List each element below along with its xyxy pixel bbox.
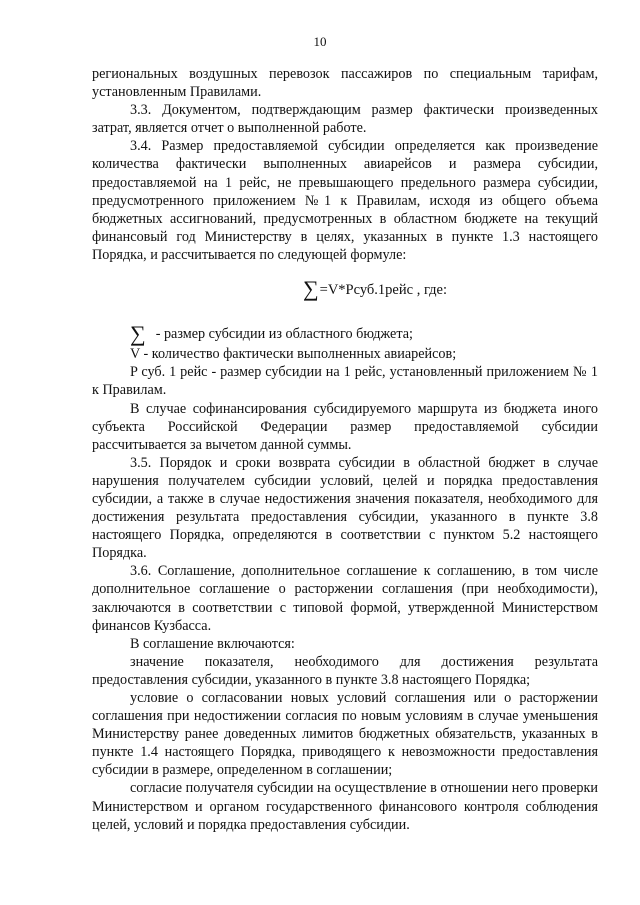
definition-p: P суб. 1 рейс - размер субсидии на 1 рейс, установленный приложением № 1 к Правилам. <box>92 364 598 399</box>
formula-suffix: , где: <box>416 282 448 299</box>
paragraph-3-6: 3.6. Соглашение, дополнительное соглашение к соглашению, в том числе дополнительное соглашение о расторжении соглашения (при необходимости), заключаются в соответствии с типовой формой, утвержденной Министерством финансов Кузбасса. <box>92 563 598 634</box>
paragraph-agreement-includes: В соглашение включаются: <box>130 635 295 652</box>
formula-expression: =V*Pсуб.1рейс <box>319 282 414 299</box>
definition-sigma-text: - размер субсидии из областного бюджета; <box>155 326 413 343</box>
page-number: 10 <box>313 34 327 49</box>
paragraph-3-5: 3.5. Порядок и сроки возврата субсидии в областной бюджет в случае нарушения получателем субсидии условий, целей и порядка предоставления субсидии, а также в случае недостижения значения показателя, необходимого для достижения результата предоставления субсидии, указанного в пункте 3.8 настоящего Порядка, определяются в соответствии с пунктом 5.2 настоящего Порядка. <box>92 454 598 562</box>
paragraph-3-3: 3.3. Документом, подтверждающим размер фактически произведенных затрат, является отчет о выполненной работе. <box>92 102 598 137</box>
paragraph-consent: согласие получателя субсидии на осуществление в отношении него проверки Министерством и органом государственного финансового контроля соблюдения целей, условий и порядка предоставления субсидии. <box>92 780 598 833</box>
paragraph-indicator-value: значение показателя, необходимого для достижения результата предоставления субсидии, указанного в пункте 3.8 настоящего Порядка; <box>92 653 598 688</box>
paragraph-3-4: 3.4. Размер предоставляемой субсидии определяется как произведение количества фактически выполненных авиарейсов и размера субсидии, предоставляемой на 1 рейс, не превышающего предельного размера субсидии, предусмотренного приложением №1 к Правилам, исходя из общего объема бюджетных ассигнований, предусмотренных в областном бюджете на текущий финансовый год Министерству в целях, указанных в пункте 1.3 настоящего Порядка, и рассчитывается по следующей формуле: <box>92 138 598 263</box>
definition-sigma <box>92 321 598 347</box>
paragraph-new-conditions: условие о согласовании новых условий соглашения или о расторжении соглашения при недостижении согласия по новым условиям в случае уменьшения Министерству ранее доведенных лимитов бюджетных обязательств, указанных в пункте 1.4 настоящего Порядка, приводящего к невозможности предоставления субсидии в размере, определенном в соглашении; <box>92 690 598 779</box>
definition-sigma-symbol: ∑ <box>130 321 146 347</box>
formula <box>92 276 598 302</box>
paragraph-continuation: региональных воздушных перевозок пассажиров по специальным тарифам, установленным Правилами. <box>92 66 598 101</box>
document-body <box>92 65 598 834</box>
definition-v: V - количество фактически выполненных авиарейсов; <box>130 346 457 363</box>
formula-sigma-symbol: ∑ <box>302 276 319 302</box>
paragraph-cofinancing: В случае софинансирования субсидируемого маршрута из бюджета иного субъекта Российской Федерации размер предоставляемой субсидии рассчитывается за вычетом данной суммы. <box>92 400 598 453</box>
